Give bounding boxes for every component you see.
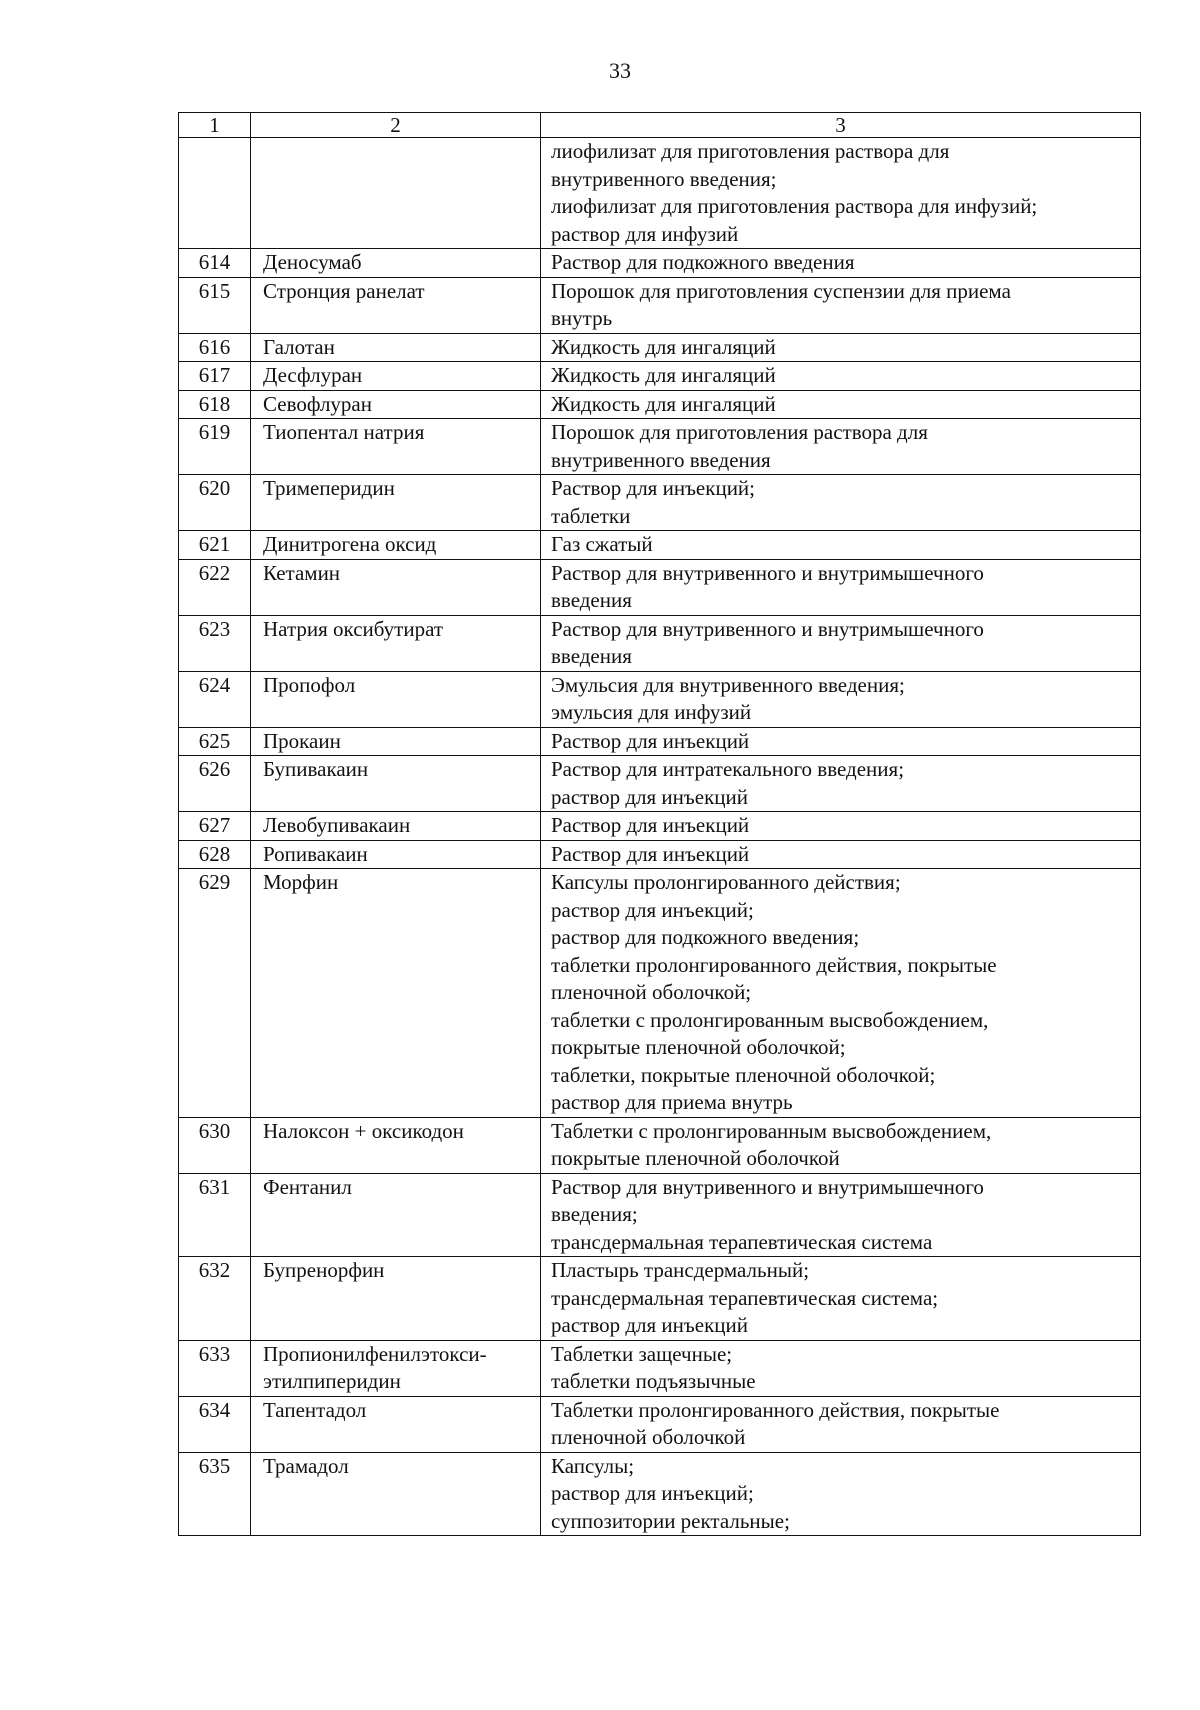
dosage-form: Раствор для внутривенного и внутримышечного bbox=[551, 560, 984, 585]
dosage-form: Таблетки пролонгированного действия, покрытые bbox=[551, 1397, 1000, 1422]
row-number bbox=[179, 138, 251, 249]
drug-name-cell bbox=[251, 1396, 541, 1452]
dosage-form: раствор для инъекций; bbox=[551, 897, 754, 922]
row-number: 617 bbox=[179, 362, 251, 391]
dosage-form: покрытые пленочной оболочкой bbox=[551, 1146, 840, 1170]
dosage-form: внутривенного введения; bbox=[551, 166, 777, 191]
drug-name: Пропофол bbox=[263, 672, 356, 697]
table-row bbox=[179, 812, 1141, 841]
row-number: 630 bbox=[179, 1117, 251, 1173]
table-row bbox=[179, 390, 1141, 419]
drug-name-cell bbox=[251, 1117, 541, 1173]
dosage-form: введения bbox=[551, 588, 632, 612]
drug-name: Бупренорфин bbox=[263, 1258, 385, 1282]
dosage-form: Таблетки с пролонгированным высвобождением, bbox=[551, 1118, 992, 1143]
row-number: 620 bbox=[179, 475, 251, 531]
drug-name-cell bbox=[251, 1257, 541, 1341]
table-row bbox=[179, 362, 1141, 391]
dosage-form: Таблетки защечные; bbox=[551, 1341, 733, 1366]
dosage-form: Газ сжатый bbox=[551, 532, 653, 556]
drug-name-cell bbox=[251, 1452, 541, 1536]
drug-name: Стронция ранелат bbox=[263, 278, 425, 303]
drug-name-cell bbox=[251, 559, 541, 615]
drug-name: Фентанил bbox=[263, 1174, 352, 1199]
dosage-forms-cell bbox=[541, 277, 1141, 333]
drug-name: Тримеперидин bbox=[263, 476, 395, 500]
dosage-forms-cell bbox=[541, 1173, 1141, 1257]
drug-name: Кетамин bbox=[263, 560, 341, 585]
dosage-form: Капсулы пролонгированного действия; bbox=[551, 870, 901, 894]
dosage-forms-cell bbox=[541, 1340, 1141, 1396]
dosage-form: Раствор для инъекций bbox=[551, 813, 750, 837]
dosage-form: Раствор для интратекального введения; bbox=[551, 757, 905, 781]
drug-name: Натрия оксибутират bbox=[263, 616, 444, 641]
table-row bbox=[179, 249, 1141, 278]
dosage-forms-cell bbox=[541, 727, 1141, 756]
dosage-forms-cell bbox=[541, 249, 1141, 278]
dosage-form: таблетки bbox=[551, 503, 631, 528]
drug-name: Налоксон + оксикодон bbox=[263, 1118, 464, 1143]
drug-name: Севофлуран bbox=[263, 391, 372, 416]
dosage-form: раствор для инъекций; bbox=[551, 1481, 754, 1505]
table-row bbox=[179, 1340, 1141, 1396]
header-cell-3: 3 bbox=[541, 113, 1141, 138]
drug-name: Бупивакаин bbox=[263, 757, 369, 781]
dosage-form: Раствор для инъекций bbox=[551, 841, 750, 866]
dosage-forms-cell bbox=[541, 333, 1141, 362]
drug-name-cell bbox=[251, 138, 541, 249]
dosage-form: раствор для инъекций bbox=[551, 1313, 748, 1337]
row-number: 628 bbox=[179, 840, 251, 869]
table-row bbox=[179, 671, 1141, 727]
drug-name-cell bbox=[251, 615, 541, 671]
drug-name-cell bbox=[251, 390, 541, 419]
dosage-form: таблетки с пролонгированным высвобождением, bbox=[551, 1007, 989, 1032]
table-row bbox=[179, 559, 1141, 615]
table-row bbox=[179, 727, 1141, 756]
drug-name: Левобупивакаин bbox=[263, 813, 411, 837]
drug-name: Пропионилфенилэтокси- bbox=[263, 1341, 487, 1366]
drug-name: Десфлуран bbox=[263, 363, 363, 387]
dosage-form: раствор для инфузий bbox=[551, 221, 739, 246]
drug-name-cell bbox=[251, 362, 541, 391]
dosage-forms-cell bbox=[541, 1396, 1141, 1452]
dosage-form: раствор для подкожного введения; bbox=[551, 925, 860, 949]
row-number: 615 bbox=[179, 277, 251, 333]
table-row bbox=[179, 1396, 1141, 1452]
row-number: 632 bbox=[179, 1257, 251, 1341]
table-row bbox=[179, 869, 1141, 1118]
dosage-form: Раствор для внутривенного и внутримышечного bbox=[551, 1174, 984, 1199]
row-number: 626 bbox=[179, 756, 251, 812]
dosage-form: введения bbox=[551, 644, 632, 668]
dosage-forms-cell bbox=[541, 1452, 1141, 1536]
drug-name-cell bbox=[251, 727, 541, 756]
drug-name: Тапентадол bbox=[263, 1397, 367, 1422]
table-row bbox=[179, 756, 1141, 812]
table-row bbox=[179, 138, 1141, 249]
drug-name-cell bbox=[251, 277, 541, 333]
drug-name: Ропивакаин bbox=[263, 841, 368, 866]
drug-name-cell bbox=[251, 812, 541, 841]
header-cell-1: 1 bbox=[179, 113, 251, 138]
row-number: 618 bbox=[179, 390, 251, 419]
dosage-forms-cell bbox=[541, 1117, 1141, 1173]
page-number: 33 bbox=[609, 58, 631, 83]
table-row bbox=[179, 419, 1141, 475]
dosage-form: Пластырь трансдермальный; bbox=[551, 1258, 810, 1282]
drug-name: Деносумаб bbox=[263, 250, 362, 274]
dosage-form: пленочной оболочкой; bbox=[551, 980, 752, 1004]
drug-name-cell bbox=[251, 869, 541, 1118]
dosage-form: Раствор для инъекций; bbox=[551, 476, 756, 500]
dosage-form: пленочной оболочкой bbox=[551, 1425, 746, 1449]
drug-name-cell bbox=[251, 333, 541, 362]
dosage-forms-cell bbox=[541, 1257, 1141, 1341]
row-number: 633 bbox=[179, 1340, 251, 1396]
dosage-form: внутривенного введения bbox=[551, 447, 771, 472]
dosage-form: суппозитории ректальные; bbox=[551, 1508, 790, 1533]
row-number: 627 bbox=[179, 812, 251, 841]
dosage-form: покрытые пленочной оболочкой; bbox=[551, 1035, 846, 1059]
drug-name-cell bbox=[251, 531, 541, 560]
table-row bbox=[179, 1257, 1141, 1341]
dosage-form: Жидкость для ингаляций bbox=[551, 363, 776, 387]
drug-name-cell bbox=[251, 249, 541, 278]
dosage-forms-cell bbox=[541, 390, 1141, 419]
dosage-forms-cell bbox=[541, 531, 1141, 560]
dosage-form: Порошок для приготовления суспензии для приема bbox=[551, 278, 1011, 303]
dosage-form: Порошок для приготовления раствора для bbox=[551, 420, 928, 444]
dosage-form: Раствор для подкожного введения bbox=[551, 250, 855, 274]
row-number: 622 bbox=[179, 559, 251, 615]
drug-name-cell bbox=[251, 1173, 541, 1257]
dosage-forms-cell bbox=[541, 671, 1141, 727]
row-number: 629 bbox=[179, 869, 251, 1118]
drug-name: Галотан bbox=[263, 334, 335, 359]
table-row bbox=[179, 615, 1141, 671]
drug-name: Тиопентал натрия bbox=[263, 420, 425, 444]
dosage-form: трансдермальная терапевтическая система bbox=[551, 1229, 933, 1254]
row-number: 631 bbox=[179, 1173, 251, 1257]
dosage-form: раствор для инъекций bbox=[551, 784, 748, 809]
row-number: 623 bbox=[179, 615, 251, 671]
drug-name-cell bbox=[251, 840, 541, 869]
drug-name-cell bbox=[251, 1340, 541, 1396]
header-cell-2: 2 bbox=[251, 113, 541, 138]
dosage-form: трансдермальная терапевтическая система; bbox=[551, 1285, 939, 1310]
dosage-form: раствор для приема внутрь bbox=[551, 1090, 793, 1114]
dosage-forms-cell bbox=[541, 559, 1141, 615]
medication-table bbox=[178, 112, 1141, 1536]
drug-name: Динитрогена оксид bbox=[263, 532, 437, 556]
dosage-forms-cell bbox=[541, 138, 1141, 249]
dosage-form: Жидкость для ингаляций bbox=[551, 334, 776, 359]
dosage-form: таблетки, покрытые пленочной оболочкой; bbox=[551, 1062, 936, 1087]
row-number: 635 bbox=[179, 1452, 251, 1536]
row-number: 621 bbox=[179, 531, 251, 560]
table-row bbox=[179, 531, 1141, 560]
dosage-form: лиофилизат для приготовления раствора для bbox=[551, 139, 950, 163]
row-number: 634 bbox=[179, 1396, 251, 1452]
dosage-form: эмульсия для инфузий bbox=[551, 700, 752, 724]
dosage-form: Жидкость для ингаляций bbox=[551, 391, 776, 416]
drug-name-cell bbox=[251, 756, 541, 812]
row-number: 625 bbox=[179, 727, 251, 756]
table-header-row bbox=[179, 113, 1141, 138]
dosage-form: таблетки пролонгированного действия, покрытые bbox=[551, 952, 997, 977]
dosage-forms-cell bbox=[541, 615, 1141, 671]
table-row bbox=[179, 475, 1141, 531]
dosage-form: Капсулы; bbox=[551, 1453, 635, 1478]
dosage-forms-cell bbox=[541, 362, 1141, 391]
table-row bbox=[179, 1117, 1141, 1173]
dosage-form: Раствор для внутривенного и внутримышечного bbox=[551, 616, 984, 641]
dosage-form: введения; bbox=[551, 1202, 638, 1226]
row-number: 624 bbox=[179, 671, 251, 727]
table-row bbox=[179, 1173, 1141, 1257]
table-row bbox=[179, 1452, 1141, 1536]
dosage-forms-cell bbox=[541, 869, 1141, 1118]
dosage-forms-cell bbox=[541, 419, 1141, 475]
row-number: 616 bbox=[179, 333, 251, 362]
dosage-forms-cell bbox=[541, 756, 1141, 812]
dosage-form: лиофилизат для приготовления раствора для инфузий; bbox=[551, 194, 1038, 218]
drug-name-cell bbox=[251, 671, 541, 727]
dosage-form: Раствор для инъекций bbox=[551, 728, 750, 753]
dosage-forms-cell bbox=[541, 475, 1141, 531]
dosage-forms-cell bbox=[541, 840, 1141, 869]
dosage-form: внутрь bbox=[551, 306, 613, 330]
drug-name: Трамадол bbox=[263, 1453, 349, 1478]
table-row bbox=[179, 333, 1141, 362]
drug-name: Прокаин bbox=[263, 728, 341, 753]
drug-name: Морфин bbox=[263, 870, 339, 894]
dosage-forms-cell bbox=[541, 812, 1141, 841]
dosage-form: таблетки подъязычные bbox=[551, 1369, 756, 1393]
drug-name-cell bbox=[251, 475, 541, 531]
dosage-form: Эмульсия для внутривенного введения; bbox=[551, 672, 905, 697]
table-row bbox=[179, 840, 1141, 869]
row-number: 614 bbox=[179, 249, 251, 278]
drug-name-cell bbox=[251, 419, 541, 475]
row-number: 619 bbox=[179, 419, 251, 475]
drug-name: этилпиперидин bbox=[263, 1369, 401, 1393]
table-row bbox=[179, 277, 1141, 333]
